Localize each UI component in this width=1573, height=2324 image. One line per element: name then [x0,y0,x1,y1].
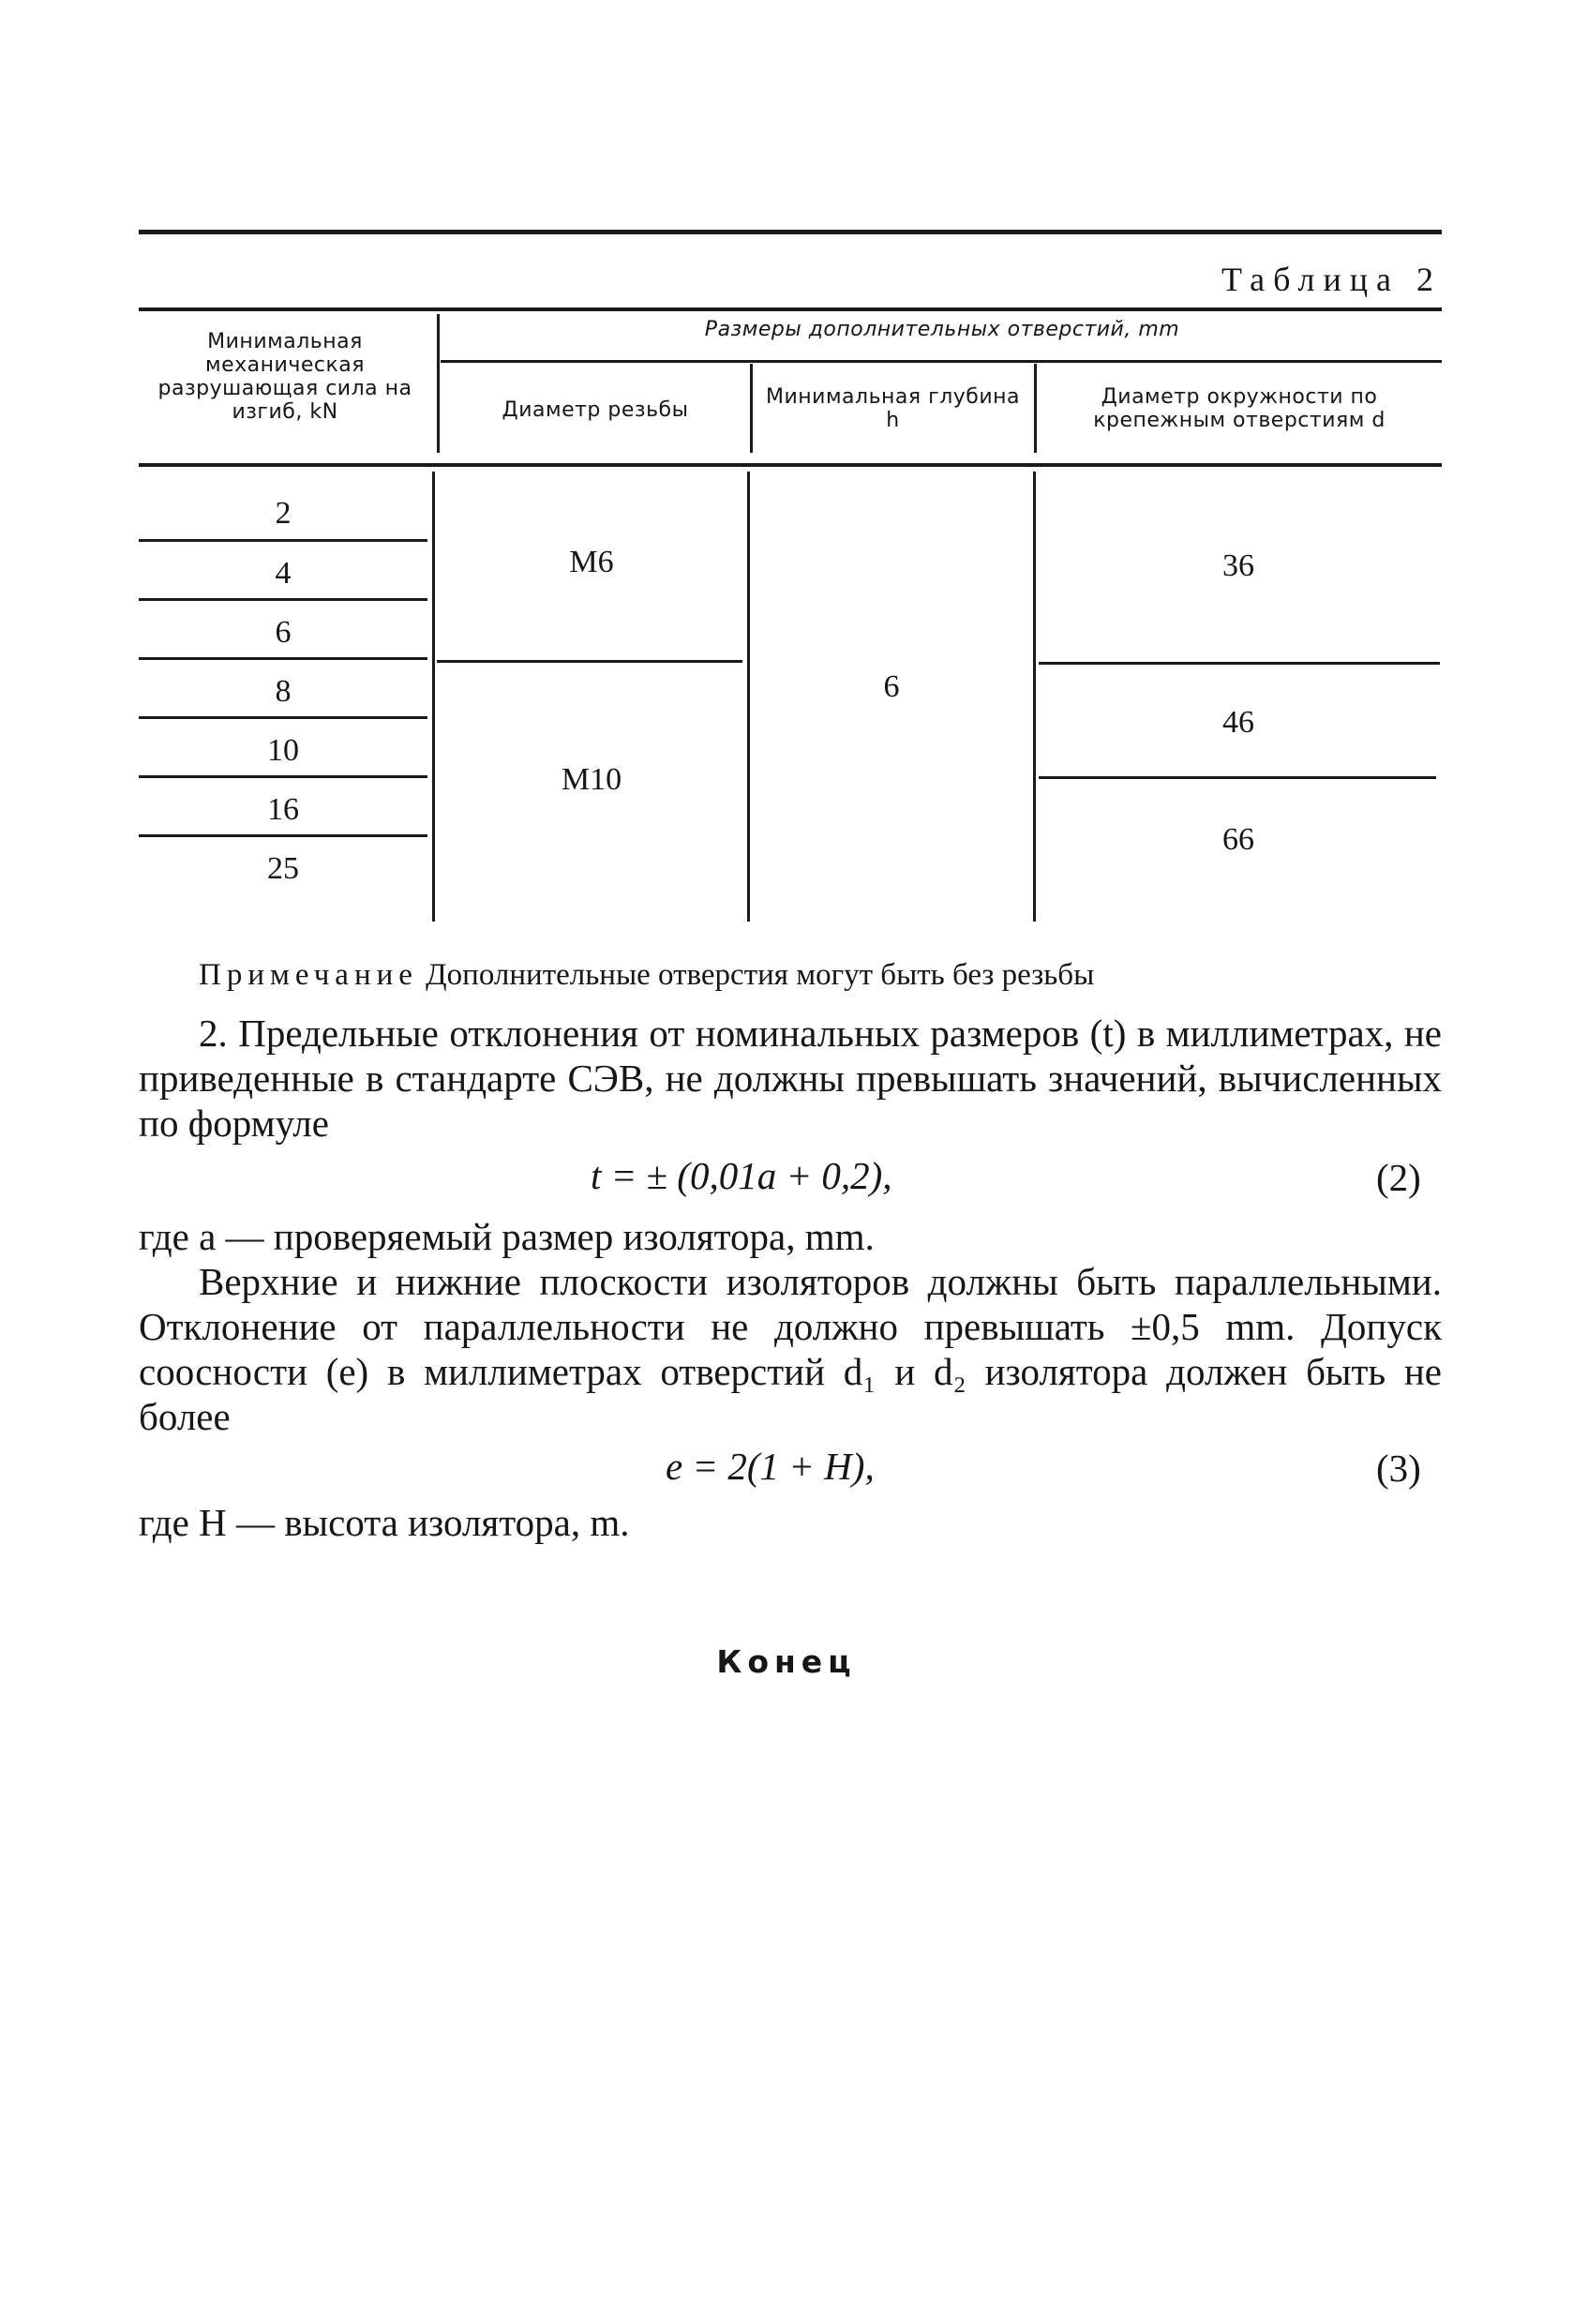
note-text: Дополнительные отверстия могут быть без резьбы [426,958,1095,992]
note-label: Примечание [199,958,418,992]
force-cell: 16 [267,792,299,827]
header-group: Размеры дополнительных отверстий, mm [704,318,1180,341]
row-rule [139,834,427,837]
row-rule [139,657,427,660]
paragraph-planes: Верхние и нижние плоскости изоляторов должны быть параллельными. Отклонение от параллельности не должно превышать ±0,5 mm. Допуск соосности (e) в миллиметрах отверстий d₁ и d₂ изолятора должен быть не более [139,1260,1442,1438]
body-divider-1 [432,472,435,922]
table-caption: Таблица 2 [1221,261,1442,298]
header-divider-1 [437,314,440,453]
force-cell: 25 [267,851,299,886]
force-cell: 10 [267,733,299,768]
circle-split-rule [1039,776,1436,779]
force-cell: 8 [275,674,292,709]
thread-cell: M6 [569,545,614,579]
group-header-rule [441,360,1442,363]
paragraph-where-h: где H — высота изолятора, m. [139,1501,630,1544]
top-rule [139,230,1442,234]
header-top-rule [139,307,1442,311]
header-bottom-rule [139,463,1442,467]
force-cell: 2 [275,496,292,531]
row-rule [139,598,427,601]
end-label: Конец [716,1643,857,1680]
header-divider-2 [750,364,753,453]
header-force: Минимальная механическая разрушающая сила на изгиб, kN [157,330,412,424]
circle-cell: 46 [1222,705,1254,740]
paragraph-tolerance: 2. Предельные отклонения от номинальных размеров (t) в миллиметрах, не приведенные в стандарте СЭВ, не должны превышать значений, вычисленных по формуле [139,1012,1442,1145]
force-cell: 6 [275,615,292,650]
header-circle: Диаметр окружности по крепежным отверстиям d [1093,385,1386,432]
equation-number-2: (2) [1376,1156,1421,1199]
circle-split-rule [1039,662,1440,665]
circle-cell: 66 [1222,822,1254,857]
row-rule [139,716,427,719]
depth-cell: 6 [883,669,900,704]
body-divider-3 [1033,472,1036,922]
header-depth: Минимальная глубина h [765,385,1021,432]
header-divider-3 [1034,364,1037,453]
equation-number-3: (3) [1376,1447,1421,1490]
formula-coaxiality: e = 2(1 + H), [666,1445,875,1488]
row-rule [139,775,427,778]
row-rule [139,539,427,542]
formula-tolerance: t = ± (0,01a + 0,2), [591,1154,892,1197]
paragraph-where-a: где a — проверяемый размер изолятора, mm. [139,1215,875,1258]
force-cell: 4 [275,556,292,591]
header-thread: Диаметр резьбы [502,398,689,422]
thread-split-rule [437,660,742,663]
circle-cell: 36 [1222,548,1254,583]
thread-cell: M10 [561,762,622,797]
table-note [199,958,1094,993]
